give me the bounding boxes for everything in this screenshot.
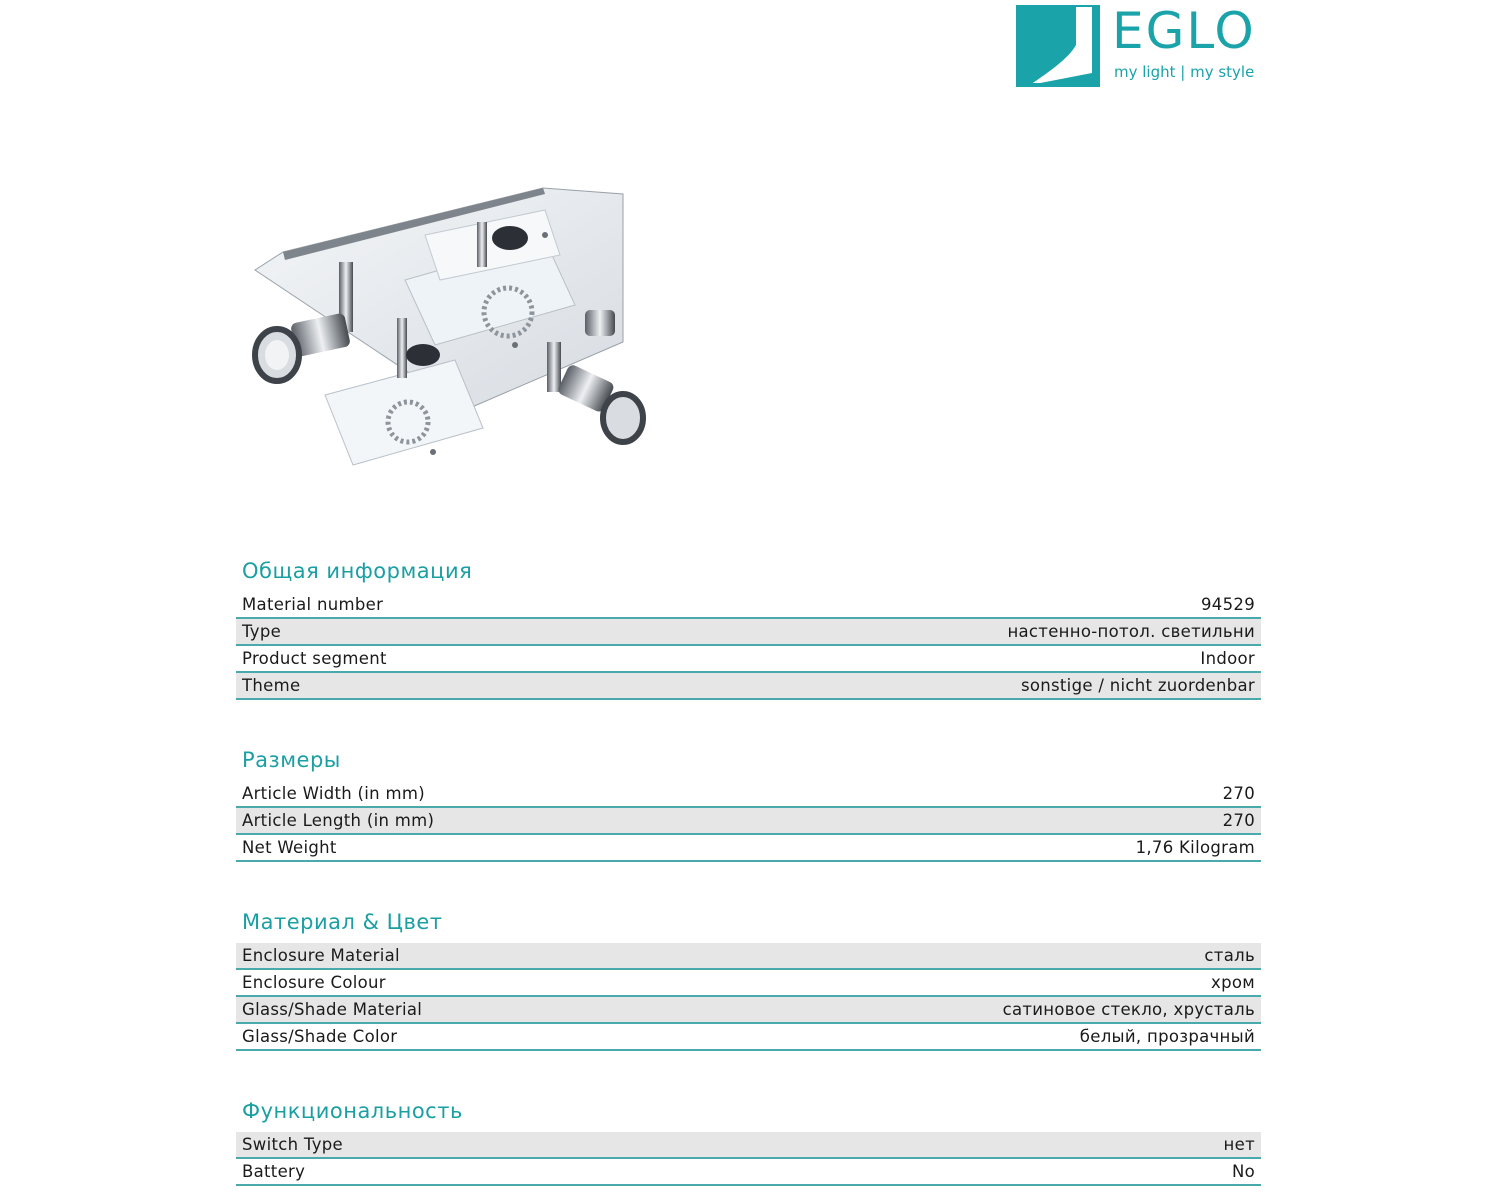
spec-value: Indoor — [1200, 649, 1255, 668]
section-title: Размеры — [242, 748, 341, 772]
spec-label: Glass/Shade Color — [242, 1027, 398, 1046]
spec-label: Type — [242, 622, 282, 641]
spec-label: Article Length (in mm) — [242, 811, 435, 830]
section-dimensions — [236, 745, 1261, 862]
spec-row — [236, 1024, 1261, 1051]
brand-tagline: my light | my style — [1114, 63, 1255, 81]
spec-row — [236, 997, 1261, 1024]
spec-label: Theme — [242, 676, 301, 695]
spec-label: Glass/Shade Material — [242, 1000, 423, 1019]
spec-label: Battery — [242, 1162, 306, 1181]
spec-row — [236, 673, 1261, 700]
spec-label: Enclosure Colour — [242, 973, 386, 992]
spec-value: No — [1231, 1162, 1255, 1181]
spec-row — [236, 619, 1261, 646]
section-general-info — [236, 556, 1261, 700]
section-title: Материал & Цвет — [242, 910, 443, 934]
eglo-logo — [1016, 2, 1266, 89]
spec-value: сатиновое стекло, хрусталь — [1002, 1000, 1255, 1019]
spec-row — [236, 808, 1261, 835]
spec-value: нет — [1223, 1135, 1255, 1154]
spec-value: хром — [1211, 973, 1255, 992]
section-material-color — [236, 907, 1261, 1051]
spec-label: Net Weight — [242, 838, 337, 857]
section-functionality — [236, 1096, 1261, 1186]
eglo-logo-mark-icon — [1016, 5, 1100, 87]
spec-row — [236, 646, 1261, 673]
section-title: Функциональность — [242, 1099, 463, 1123]
product-image — [245, 180, 665, 480]
spec-label: Article Width (in mm) — [242, 784, 425, 803]
spec-label: Material number — [242, 595, 384, 614]
brand-name: EGLO — [1112, 2, 1256, 60]
spec-row — [236, 835, 1261, 862]
spec-value: сталь — [1204, 946, 1255, 965]
spec-row — [236, 1132, 1261, 1159]
spec-row — [236, 943, 1261, 970]
spec-row — [236, 781, 1261, 808]
spec-label: Enclosure Material — [242, 946, 400, 965]
section-title: Общая информация — [242, 559, 473, 583]
spec-value: настенно-потол. светильни — [1007, 622, 1255, 641]
spec-label: Product segment — [242, 649, 387, 668]
spec-value: 94529 — [1201, 595, 1255, 614]
spec-value: sonstige / nicht zuordenbar — [1020, 676, 1255, 695]
spec-value: 270 — [1222, 784, 1255, 803]
spec-row — [236, 592, 1261, 619]
spec-value: 1,76 Kilogram — [1135, 838, 1255, 857]
spec-row — [236, 1159, 1261, 1186]
spec-value: 270 — [1222, 811, 1255, 830]
spec-row — [236, 970, 1261, 997]
spec-label: Switch Type — [242, 1135, 343, 1154]
spec-value: белый, прозрачный — [1079, 1027, 1255, 1046]
